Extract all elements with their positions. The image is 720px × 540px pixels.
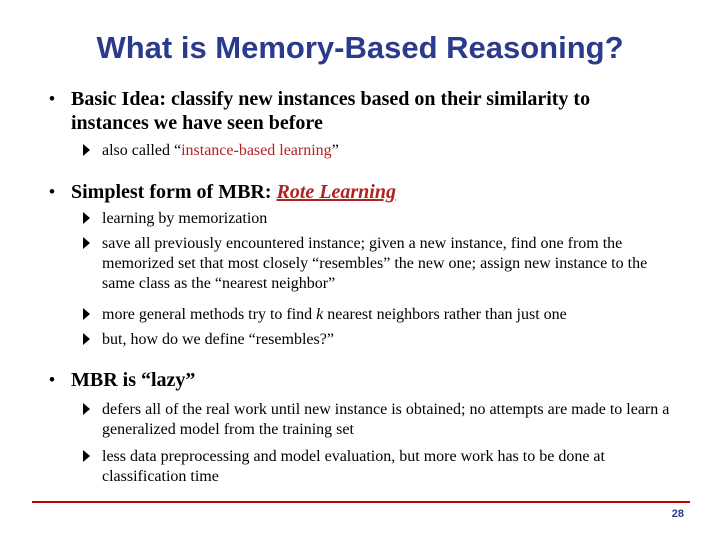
sub-bullet-text: save all previously encountered instance; given a new instance, find one from the memorized set that most closely “resembles” the new one; assign new instance to the same class as the “nearest neighbor”: [102, 235, 648, 292]
bullet-basic-idea: [49, 87, 669, 135]
bullet-mbr-lazy: [49, 368, 669, 392]
bullet-text: MBR is “lazy”: [71, 369, 196, 391]
page-title: What is Memory-Based Reasoning?: [96, 30, 624, 65]
arrow-bullet-icon: [83, 308, 90, 320]
arrow-bullet-icon: [83, 333, 90, 345]
sub-bullet-defers-work: [83, 400, 673, 440]
sub-bullet-text: defers all of the real work until new instance is obtained; no attempts are made to learn a generalized model from the training set: [102, 401, 670, 438]
highlight-text: instance-based learning: [181, 142, 332, 159]
sub-bullet-text: but, how do we define “resembles?”: [102, 331, 334, 348]
bullet-dot-icon: •: [49, 182, 55, 201]
footer-divider: [32, 501, 690, 503]
arrow-bullet-icon: [83, 212, 90, 224]
sub-bullet-memorization: [83, 209, 673, 229]
sub-bullet-save-all: [83, 234, 673, 294]
sub-bullet-instance-based: [83, 141, 673, 161]
bullet-rote-learning: [49, 180, 669, 204]
rote-learning-link[interactable]: Rote Learning: [276, 181, 396, 203]
page-number: 28: [671, 508, 684, 520]
sub-bullet-resembles: [83, 330, 673, 350]
arrow-bullet-icon: [83, 403, 90, 415]
bullet-dot-icon: •: [49, 89, 55, 108]
arrow-bullet-icon: [83, 144, 90, 156]
arrow-bullet-icon: [83, 237, 90, 249]
sub-bullet-text: more general methods try to find k nearest neighbors rather than just one: [102, 306, 567, 323]
arrow-bullet-icon: [83, 450, 90, 462]
bullet-text: Basic Idea: classify new instances based on their similarity to instances we have seen before: [71, 88, 591, 134]
sub-bullet-text: also called “instance-based learning”: [102, 142, 339, 159]
bullet-dot-icon: •: [49, 370, 55, 389]
sub-bullet-text: learning by memorization: [102, 210, 268, 227]
sub-bullet-k-nearest: [83, 305, 673, 325]
sub-bullet-text: less data preprocessing and model evaluation, but more work has to be done at classification time: [102, 448, 605, 485]
bullet-text: Simplest form of MBR: Rote Learning: [71, 181, 396, 203]
sub-bullet-less-preprocessing: [83, 447, 673, 487]
